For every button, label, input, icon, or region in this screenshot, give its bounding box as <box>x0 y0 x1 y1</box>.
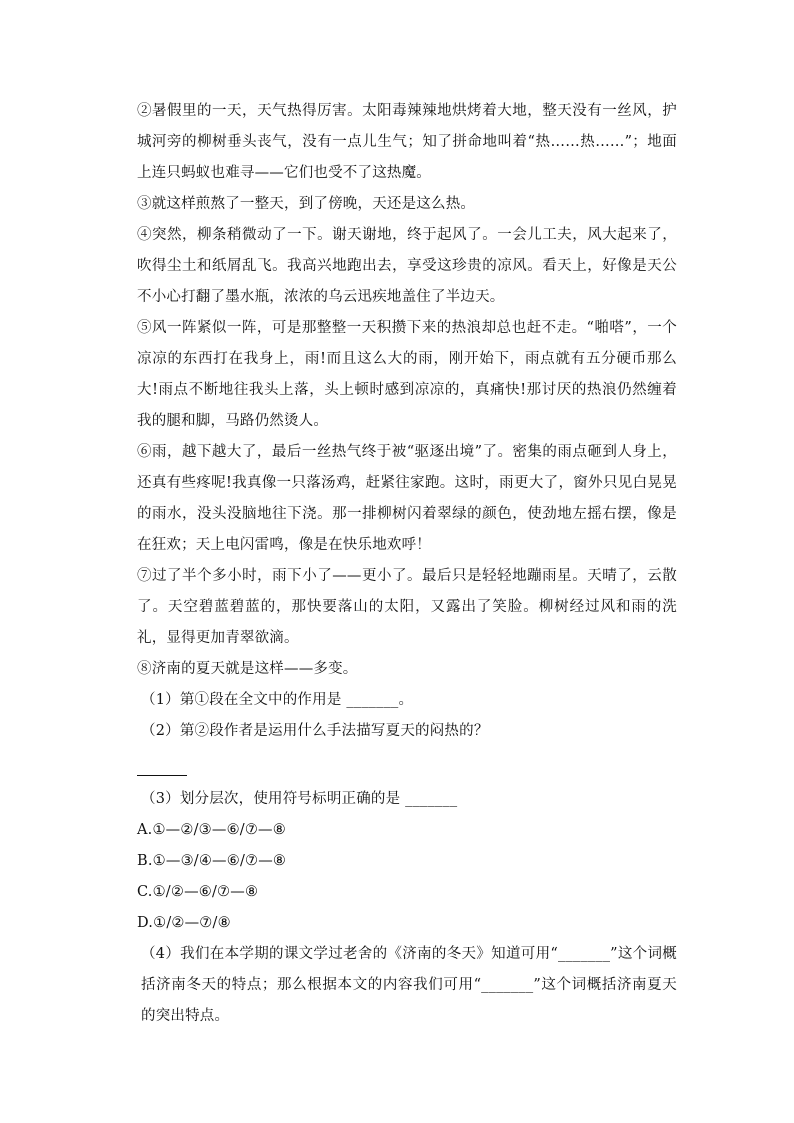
paragraph-4: ④突然，柳条稍微动了一下。谢天谢地，终于起风了。一会儿工夫，风大起来了，吹得尘土和纸屑乱飞。我高兴地跑出去，享受这珍贵的凉风。看天上，好像是天公不小心打翻了墨水瓶，浓浓的乌云迅疾地盖住了半边天。 <box>137 227 677 305</box>
question-4: （4）我们在本学期的课文学过老舍的《济南的冬天》知道可用“_______”这个词概括济南冬天的特点；那么根据本文的内容我们可用“_______”这个词概括济南夏天的突出特点。 <box>141 946 677 1024</box>
document-page <box>137 96 677 1032</box>
option-b: B.①—③/④—⑥/⑦—⑧ <box>137 853 287 869</box>
paragraph-8: ⑧济南的夏天就是这样——多变。 <box>137 661 358 677</box>
question-1: （1）第①段在全文中的作用是 _______。 <box>141 692 414 708</box>
option-d: D.①/②—⑦/⑧ <box>137 915 231 931</box>
question-3: （3）划分层次，使用符号标明正确的是 _______ <box>141 791 458 807</box>
option-a: A.①—②/③—⑥/⑦—⑧ <box>137 822 286 838</box>
option-c: C.①/②—⑥/⑦—⑧ <box>137 884 259 900</box>
question-2: （2）第②段作者是运用什么手法描写夏天的闷热的？ <box>141 723 489 739</box>
paragraph-5: ⑤风一阵紧似一阵，可是那整整一天积攒下来的热浪却总也赶不走。“啪嗒”，一个凉凉的东西打在我身上，雨!而且这么大的雨，刚开始下，雨点就有五分硬币那么大!雨点不断地往我头上落，头上顿时感到凉凉的，真痛快!那讨厌的热浪仍然缠着我的腿和脚，马路仍然烫人。 <box>137 320 677 429</box>
paragraph-7: ⑦过了半个多小时，雨下小了——更小了。最后只是轻轻地蹦雨星。天晴了，云散了。天空碧蓝碧蓝的，那快要落山的太阳，又露出了笑脸。柳树经过风和雨的洗礼，显得更加青翠欲滴。 <box>137 568 677 646</box>
paragraph-6: ⑥雨，越下越大了，最后一丝热气终于被“驱逐出境”了。密集的雨点砸到人身上，还真有些疼呢!我真像一只落汤鸡，赶紧往家跑。这时，雨更大了，窗外只见白晃晃的雨水，没头没脑地往下浇。那一排柳树闪着翠绿的颜色，使劲地左摇右摆，像是在狂欢；天上电闪雷鸣，像是在快乐地欢呼！ <box>137 444 677 553</box>
paragraph-3: ③就这样煎熬了一整天，到了傍晚，天还是这么热。 <box>137 196 476 212</box>
paragraph-2: ②暑假里的一天，天气热得厉害。太阳毒辣辣地烘烤着大地，整天没有一丝风，护城河旁的柳树垂头丧气，没有一点儿生气；知了拼命地叫着“热……热……”；地面上连只蚂蚁也难寻——它们也受不了这热魔。 <box>137 103 677 181</box>
answer-blank <box>137 753 187 784</box>
